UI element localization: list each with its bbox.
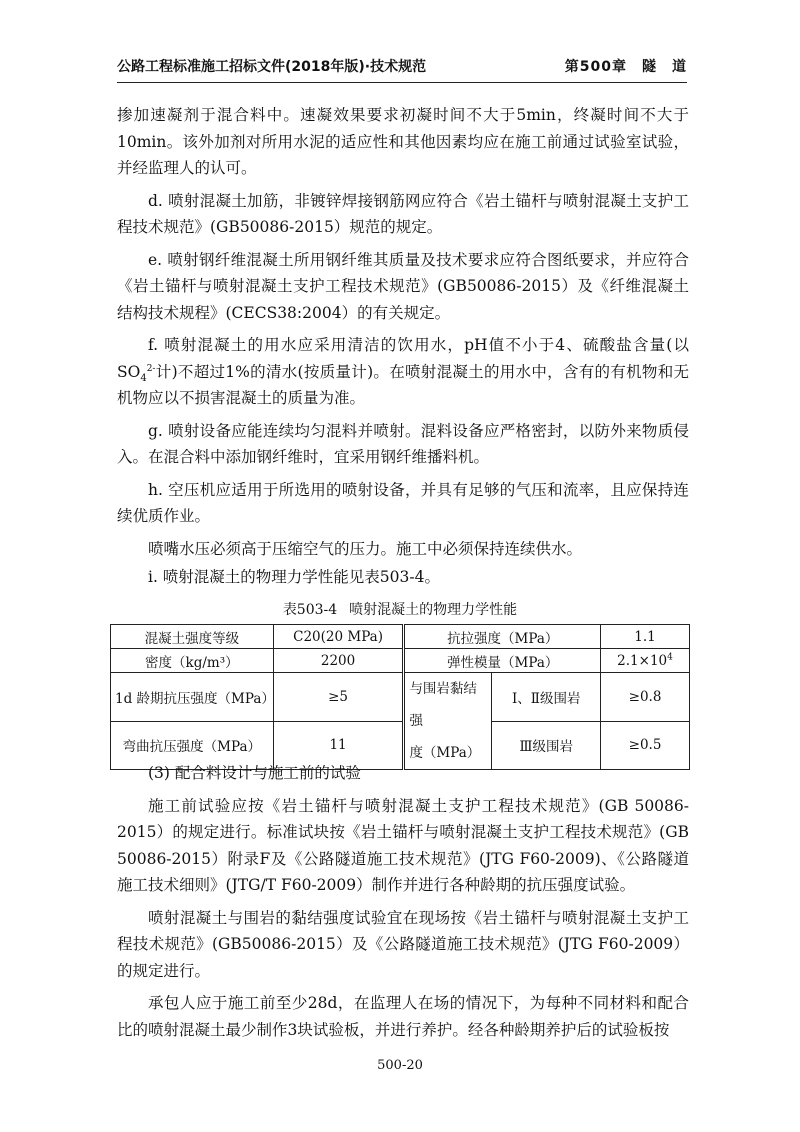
table-cell: 弯曲抗压强度（MPa） bbox=[111, 721, 274, 770]
table-cell: 2200 bbox=[273, 649, 404, 673]
paragraph-e: e. 喷射钢纤维混凝土所用钢纤维其质量及技术要求应符合图纸要求，并应符合《岩土锚杆与喷射混凝土支护工程技术规范》(GB50086-2015）及《纤维混凝土结构技术规程》(CECS38:2004）的有关规定。 bbox=[117, 250, 689, 322]
page-header bbox=[117, 56, 687, 83]
paragraph-pretest: 施工前试验应按《岩土锚杆与喷射混凝土支护工程技术规范》(GB 50086-2015）的规定进行。标准试块按《岩土锚杆与喷射混凝土支护工程技术规范》(GB 50086-2015）附录F及《公路隧道施工技术规范》(JTG F60-2009)、《公路隧道施工技术细则》(JTG/T F60-2009）制作并进行各种龄期的抗压强度试验。 bbox=[117, 796, 689, 894]
table-cell: C20(20 MPa) bbox=[273, 625, 404, 649]
table-row bbox=[111, 673, 690, 722]
page-number: 500-20 bbox=[377, 1058, 423, 1073]
header-chapter: 第500章 隧 道 bbox=[564, 59, 687, 75]
paragraph-nozzle: 喷嘴水压必须高于压缩空气的压力。施工中必须保持连续供水。 bbox=[148, 539, 583, 558]
paragraph-test-panels: 承包人应于施工前至少28d，在监理人在场的情况下，为每种不同材料和配合比的喷射混凝土最少制作3块试验板，并进行养护。经各种龄期养护后的试验板按 bbox=[117, 994, 689, 1039]
paragraph-g: g. 喷射设备应能连续均匀混料并喷射。混料设备应严格密封，以防外来物质侵入。在混合料中添加钢纤维时，宜采用钢纤维播料机。 bbox=[117, 421, 689, 466]
table-cell: 密度（kg/m³） bbox=[111, 649, 274, 673]
table-cell: 11 bbox=[273, 721, 404, 770]
section-heading-3: (3) 配合料设计与施工前的试验 bbox=[148, 764, 361, 782]
table-cell: Ⅲ级围岩 bbox=[492, 721, 601, 770]
table-cell: ≥0.8 bbox=[601, 673, 690, 722]
paragraph-accelerator: 掺加速凝剂于混合料中。速凝效果要求初凝时间不大于5min，终凝时间不大于10min。该外加剂对所用水泥的适应性和其他因素均应在施工前通过试验室试验，并经监理人的认可。 bbox=[117, 106, 689, 177]
table-number: 表503-4 bbox=[282, 602, 338, 618]
table-cell: ≥0.5 bbox=[601, 721, 690, 770]
table-cell: 弹性模量（MPa） bbox=[404, 649, 601, 673]
table-title: 喷射混凝土的物理力学性能 bbox=[349, 602, 518, 618]
table-cell: $2.1\times 10^4$ bbox=[601, 649, 690, 673]
properties-table bbox=[110, 624, 690, 770]
paragraph-bond-test: 喷射混凝土与围岩的黏结强度试验宜在现场按《岩土锚杆与喷射混凝土支护工程技术规范》(GB50086-2015）及《公路隧道施工技术规范》(JTG F60-2009）的规定进行。 bbox=[117, 908, 689, 980]
table-cell: 混凝土强度等级 bbox=[111, 625, 274, 649]
table-cell: 1d 龄期抗压强度（MPa） bbox=[111, 673, 274, 722]
table-cell: 抗拉强度（MPa） bbox=[404, 625, 601, 649]
body-text-top bbox=[117, 102, 689, 593]
body-text-bottom bbox=[117, 760, 689, 1049]
table-caption bbox=[110, 599, 690, 619]
paragraph-d: d. 喷射混凝土加筋，非镀锌焊接钢筋网应符合《岩土锚杆与喷射混凝土支护工程技术规范》(GB50086-2015）规范的规定。 bbox=[117, 191, 689, 236]
table-row bbox=[111, 625, 690, 649]
table-cell: ≥5 bbox=[273, 673, 404, 722]
header-document-title: 公路工程标准施工招标文件(2018年版)·技术规范 bbox=[117, 59, 427, 75]
table-cell-bond-strength: 与围岩黏结强 度（MPa） bbox=[404, 673, 492, 770]
paragraph-h: h. 空压机应适用于所选用的喷射设备，并具有足够的气压和流率，且应保持连续优质作业。 bbox=[117, 480, 689, 525]
table-cell: Ⅰ、Ⅱ级围岩 bbox=[492, 673, 601, 722]
table-cell: 1.1 bbox=[601, 625, 690, 649]
paragraph-f: f. 喷射混凝土的用水应采用清洁的饮用水，pH值不小于4、硫酸盐含量(以$SO_4^{2-}$计)不超过1%的清水(按质量计)。在喷射混凝土的用水中，含有的有机物和无机物应以不损害混凝土的质量为准。 bbox=[117, 336, 689, 407]
paragraph-i: i. 喷射混凝土的物理力学性能见表503-4。 bbox=[148, 568, 440, 586]
table-row bbox=[111, 649, 690, 673]
